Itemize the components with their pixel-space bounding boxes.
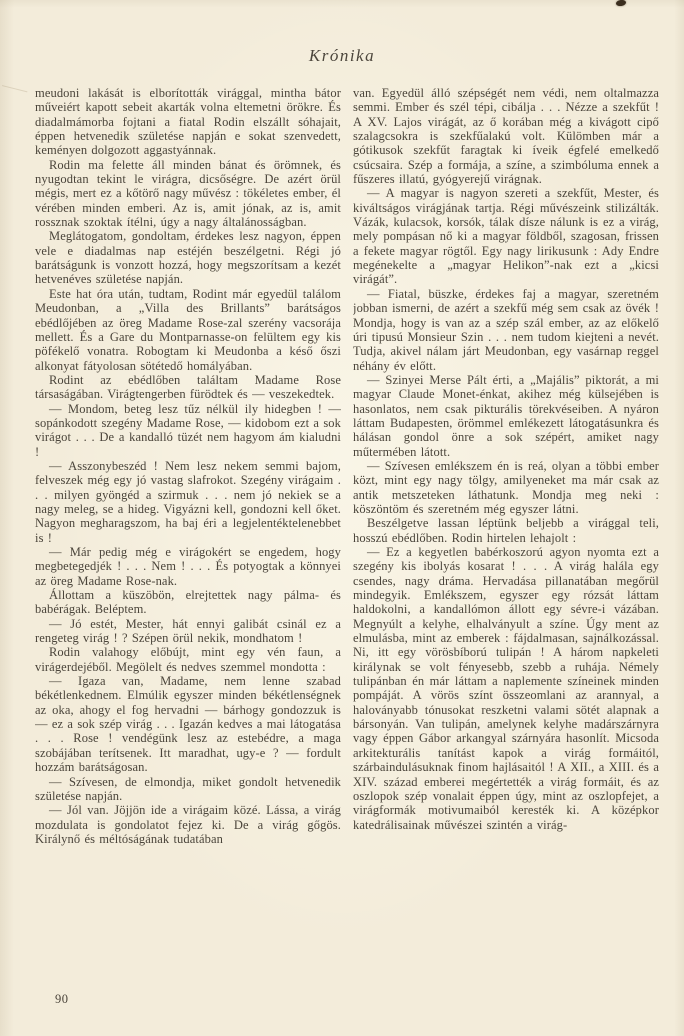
paragraph: — Mondom, beteg lesz tűz nélkül ily hidegben ! — sopánkodott szegény Madame Rose, — kidobom ezt a sok virágot . . . De a kandalló tüzét nem hagyom ám kialudni ! [35, 401, 341, 459]
paragraph: — Szinyei Merse Pált érti, a „Majális” piktorát, a mi magyar Claude Monet-énkat, akihez még külsejében is hasonlatos, nem csak pikturális törekvéseiben. A nyáron láttam Budapesten, örömmel emlékezett látogatásunkra és hálásan gondol önre a sok szépért, amiket nagy műtermében látott. [353, 372, 659, 459]
paragraph: — Szívesen, de elmondja, miket gondolt hetvenedik születése napján. [35, 774, 341, 803]
paragraph: Meglátogatom, gondoltam, érdekes lesz nagyon, éppen vele e diadalmas nap estéjén beszélgetni. Régi jó barátságunk is vonzott hozzá, hogy megszorítsam a kezét hetvenéves születése napján. [35, 229, 341, 287]
paragraph: Rodin ma felette áll minden bánat és örömnek, és nyugodtan tekint le virágra, dicsőségre. De azért örül mégis, mert ez a kőtörő nagy művész : tökéletes ember, él vérében minden emberi. Az is, amit jónak, az is, amit rossznak szoktak ítélni, úgy a nagy általánosságban. [35, 157, 341, 230]
left-column [35, 86, 341, 1012]
paragraph: meudoni lakását is elborították virággal, mintha bátor műveiért kapott sebeit akarták volna eltemetni örökre. És diadalmámorba fojtani a fiatal Rodin elszállt sóhajait, éppen hetvenedik születése napján e sokat szenvedett, keményen dolgozott aggastyánnak. [35, 86, 341, 158]
page-title: Krónika [308, 46, 376, 65]
paragraph: Rodin valahogy előbújt, mint egy vén faun, a virágerdejéből. Megölelt és nedves szemmel mondotta : [35, 645, 341, 674]
text-columns [35, 86, 659, 1012]
paragraph: — Ez a kegyetlen babérkoszorú agyon nyomta ezt a szegény kis ibolyás kosarat ! . . . A virág halála egy csendes, nagy dráma. Hervadása pillanatában megőrül mindegyik. Emlékszem, egyszer egy rózsát láttam haldokolni, a kandallómon állott egy sévre-i vázában. Megnyúlt a kelyhe, elhalványult a színe. Úgy ment az elmulásba, mint az emberek : fájdalmasan, sajnálkozással. Ni, itt egy vörösbíború tulipán ! A három napkeleti királynak se volt fényesebb, szebb a ruhája. Némely tulipánban én már láttam a naplemente színeinek minden pompáját. A vörös színt összeomlani az arannyal, a haloványabb tónusokat reszketni valami sötét alapnak a bársonyán. Van tulipán, amelynek kelyhe madárszárnyra vagy éppen Gábor arkangyal szárnyára hasonlít. Micsoda arkitekturális tanítást kapok a virág formáitól, szárbaindulásuknak finom hajlásaitól ! A XII., a XIII. és a XIV. század emberei megértették a virág formáit, és az oszlopok szép vonalait éppen úgy, mint az oszlopfejet, a virágformák motivumaiból keresték ki. A középkor katedrálisainak művészei szintén a virág- [353, 545, 659, 832]
paragraph: — A magyar is nagyon szereti a szekfűt, Mester, és kiváltságos virágjának tartja. Régi művészeink stilizálták. Vázák, kulacsok, korsók, tálak dísze nálunk is ez a virág, mely pompásan nő ki a magyar földből, szagosan, frissen a fekete magyar rögtől. Egy nagy lirikusunk : Ady Endre megénekelte a „magyar Helikon”-nak ezt a „kicsi virágát”. [353, 186, 659, 287]
paragraph: Beszélgetve lassan léptünk beljebb a virággal teli, hosszú ebédlőben. Rodin hirtelen lehajolt : [353, 516, 659, 545]
right-column [353, 86, 659, 1012]
paragraph: — Asszonybeszéd ! Nem lesz nekem semmi bajom, felveszek még egy jó vastag slafrokot. Szegény virágaim . . . milyen gyöngéd a szirmuk . . . nem jó nekiek se a nagy meleg, se a hideg. Vigyázni kell, gondozni kell őket. Nagyon megharagszom, ha baj éri a legjelentéktelenebbet is ! [35, 458, 341, 545]
paragraph: Állottam a küszöbön, elrejtettek nagy pálma- és babérágak. Beléptem. [35, 588, 341, 617]
paragraph: Rodint az ebédlőben találtam Madame Rose társaságában. Virágtengerben fürödtek és — veszekedtek. [35, 372, 341, 402]
paragraph: — Szívesen emlékszem én is reá, olyan a többi ember közt, mint egy nagy tölgy, amilyeneket ma már csak az antik metszeteken láthatunk. Mondja meg neki : köszöntöm és szeretném még egyszer látni. [353, 458, 659, 516]
paragraph: — Jól van. Jöjjön ide a virágaim közé. Lássa, a virág mozdulata is gondolatot fejez ki. De a virág gőgös. Királynő és méltóságának tudatában [35, 803, 341, 846]
paragraph: — Igaza van, Madame, nem lenne szabad békétlenkednem. Elmúlik egyszer minden békétlenségnek az oka, ahogy el fog hervadni — bárhogy gondozzuk is — ez a sok szép virág . . . Igazán kedves a mai látogatása . . . Rose ! vendégünk lesz az estebédre, a maga szobájában terítsenek. Itt maradhat, ugy-e ? — fordult hozzám barátságosan. [35, 674, 341, 775]
page-number: 90 [55, 992, 69, 1006]
paragraph: van. Egyedül álló szépségét nem védi, nem oltalmazza semmi. Ember és szél tépi, cibálja . . . Nézze a szekfűt ! A XV. Lajos virágát, az ő korában még a kivágott cipő szalagcsokra is szekfűalakú volt. Külömben már a gótikusok szekfűt faragtak ki íveik égfelé emelkedő csúcsaira. Szép a formája, a színe, a szimbóluma ennek a fűszeres illatú, gyógyerejű virágnak. [353, 86, 659, 187]
page-crease [0, 85, 27, 106]
paragraph: Este hat óra után, tudtam, Rodint már egyedül találom Meudonban, a „Villa des Brillants” barátságos ebédlőjében az öreg Madame Rose-zal szerény vacsorája mellett. És a Gare du Montparnasse-on felültem egy kis pöfékelő vonatra. Robogtam ki Meudonba a késő őszi alkonyat fátyolosan sötétedő homályában. [35, 286, 341, 373]
paragraph: — Már pedig még e virágokért se engedem, hogy megbetegedjék ! . . . Nem ! . . . És potyogtak a könnyei az öreg Madame Rose-nak. [35, 545, 341, 588]
paragraph: — Fiatal, büszke, érdekes faj a magyar, szeretném jobban ismerni, de azért a szekfű még sem csak az övék ! Mondja, hogy is van az a szép szál ember, az az előkelő úri tipusú Monsieur Szin . . . nem tudom kiejteni a nevét. Tudja, akivel nálam járt Meudonban, egy vasárnap reggel néhány év előtt. [353, 286, 659, 373]
paragraph: — Jó estét, Mester, hát ennyi galibát csinál ez a rengeteg virág ! ? Szépen örül nekik, mondhatom ! [35, 616, 341, 646]
ink-smudge-mark [616, 0, 627, 7]
